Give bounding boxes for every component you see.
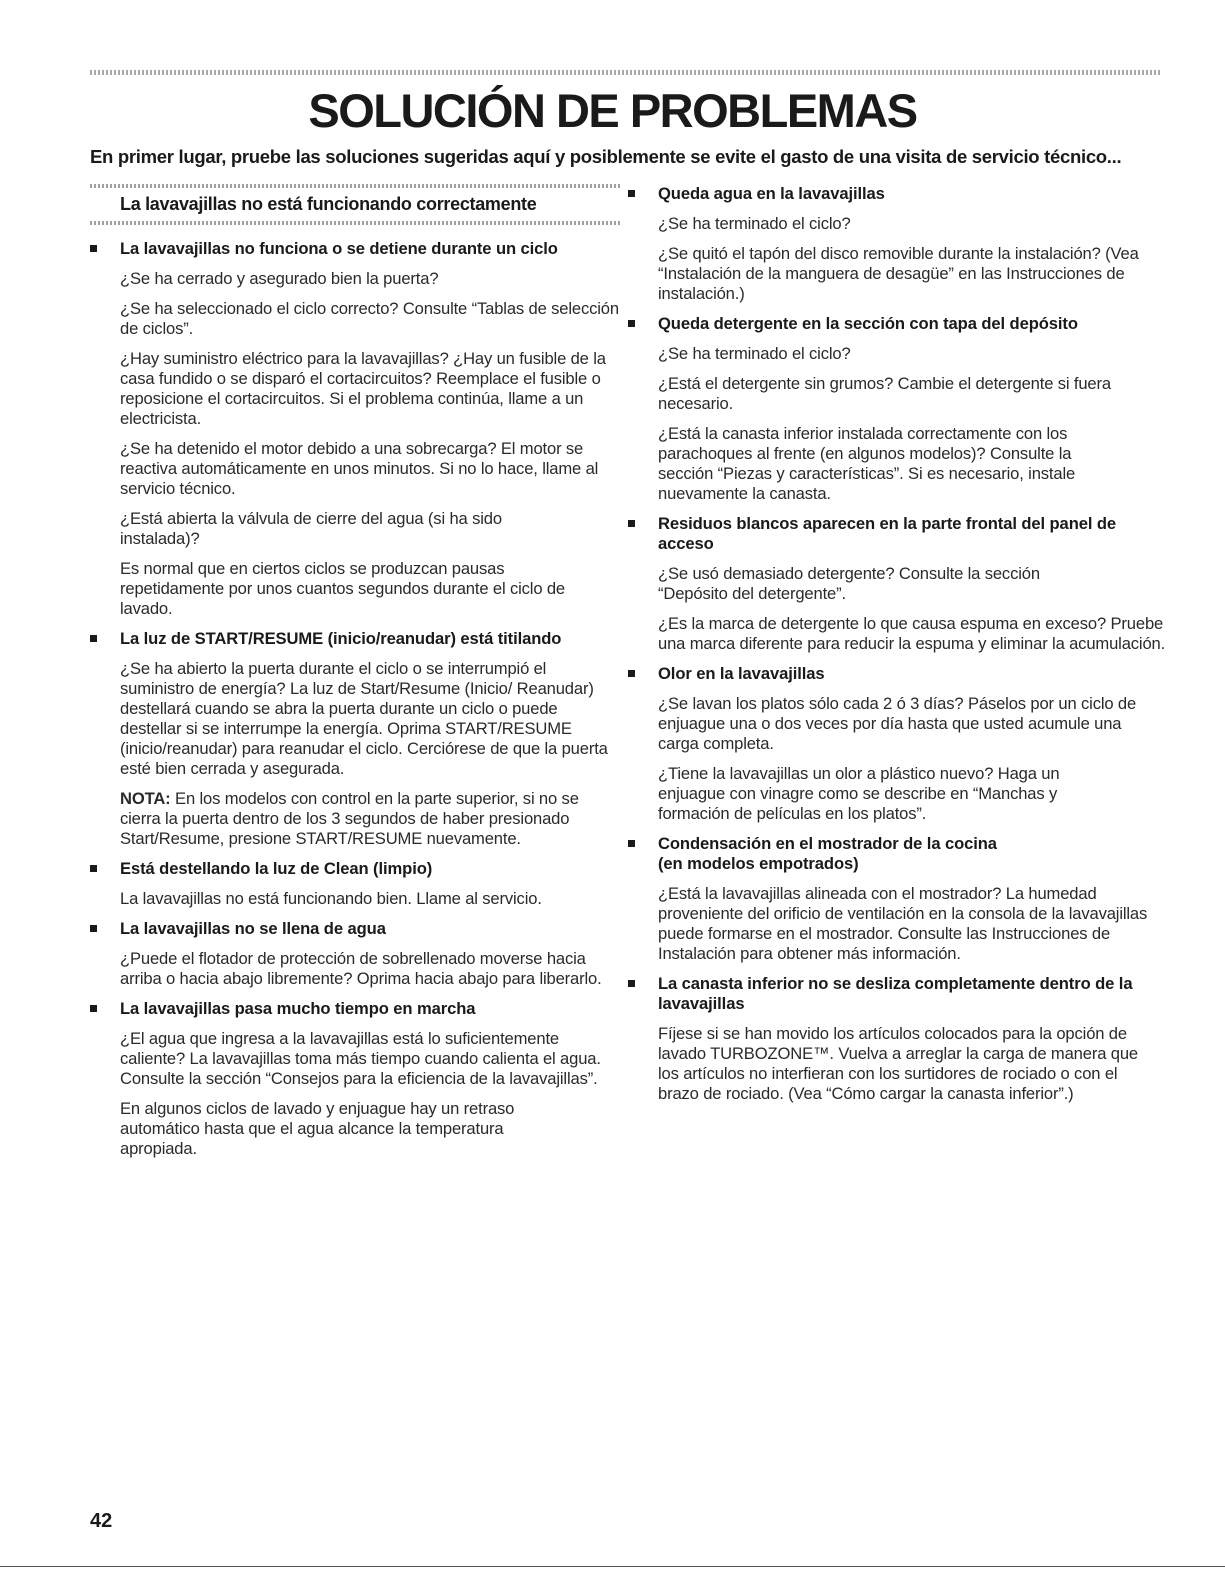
bullet-icon xyxy=(90,865,97,872)
bullet-icon xyxy=(628,520,635,527)
bullet-icon xyxy=(90,245,97,252)
issue-clean-light xyxy=(90,859,622,909)
issue-text: ¿Está abierta la válvula de cierre del agua (si ha sido instalada)? xyxy=(120,509,502,548)
bottom-rule xyxy=(0,1566,1225,1567)
issue-text: ¿Se ha terminado el ciclo? xyxy=(658,344,851,363)
issue-text: ¿Se ha terminado el ciclo? xyxy=(658,214,851,233)
issue-title: La lavavajillas no se llena de agua xyxy=(90,919,622,939)
issue-title: Queda detergente en la sección con tapa del depósito xyxy=(628,314,1168,334)
issue-text: ¿Se usó demasiado detergente? Consulte la sección “Depósito del detergente”. xyxy=(658,564,1040,603)
issue-title: La luz de START/RESUME (inicio/reanudar) está titilando xyxy=(90,629,622,649)
issue-title: Está destellando la luz de Clean (limpio) xyxy=(90,859,622,879)
bullet-icon xyxy=(90,925,97,932)
issue-detergent-left xyxy=(628,314,1168,504)
left-column xyxy=(90,184,622,1169)
issue-text: ¿Puede el flotador de protección de sobrellenado moverse hacia arriba o hacia abajo libremente? Oprima hacia abajo para liberarlo. xyxy=(120,949,602,988)
issue-text: ¿Se ha detenido el motor debido a una sobrecarga? El motor se reactiva automáticamente en unos minutos. Si no lo hace, llame al servicio técnico. xyxy=(120,439,599,498)
issue-text: ¿Se quitó el tapón del disco removible durante la instalación? (Vea “Instalación de la manguera de desagüe” en las Instrucciones de instalación.) xyxy=(658,244,1139,303)
issue-text: En algunos ciclos de lavado y enjuague hay un retraso automático hasta que el agua alcance la temperatura apropiada. xyxy=(120,1099,515,1158)
bullet-icon xyxy=(628,670,635,677)
issue-condensation xyxy=(628,834,1168,964)
issue-text: Fíjese si se han movido los artículos colocados para la opción de lavado TURBOZONE™. Vuelva a arreglar la carga de manera que los artículos no interfieran con los surtidores de rociado o con el brazo de rociado. (Vea “Cómo cargar la canasta inferior”.) xyxy=(658,1024,1138,1103)
issue-title: La lavavajillas pasa mucho tiempo en marcha xyxy=(90,999,622,1019)
issue-white-residue xyxy=(628,514,1168,654)
section-rule-bottom xyxy=(90,221,622,225)
page-number: 42 xyxy=(90,1510,113,1532)
issue-text: ¿Está el detergente sin grumos? Cambie el detergente si fuera necesario. xyxy=(658,374,1111,413)
page-subtitle: En primer lugar, pruebe las soluciones sugeridas aquí y posiblemente se evite el gasto de una visita de servicio técnico... xyxy=(90,146,1122,167)
issue-title: La lavavajillas no funciona o se detiene durante un ciclo xyxy=(90,239,560,259)
bullet-icon xyxy=(628,190,635,197)
section-title: La lavavajillas no está funcionando correctamente xyxy=(120,194,537,214)
bullet-icon xyxy=(628,320,635,327)
issue-title: Condensación en el mostrador de la cocina (en modelos empotrados) xyxy=(628,834,1168,874)
issue-title: Residuos blancos aparecen en la parte frontal del panel de acceso xyxy=(628,514,1168,554)
issue-start-resume xyxy=(90,629,622,849)
issue-long-run xyxy=(90,999,622,1159)
issue-title: Queda agua en la lavavajillas xyxy=(628,184,1168,204)
issue-water-left xyxy=(628,184,1168,304)
issue-text: ¿Se ha seleccionado el ciclo correcto? Consulte “Tablas de selección de ciclos”. xyxy=(120,299,619,338)
section-header xyxy=(90,184,622,225)
issue-text: ¿El agua que ingresa a la lavavajillas está lo suficientemente caliente? La lavavajillas toma más tiempo cuando calienta el agua. Consulte la sección “Consejos para la eficiencia de la lavavajillas”. xyxy=(120,1029,601,1088)
issue-no-funciona xyxy=(90,239,622,619)
bullet-icon xyxy=(90,1005,97,1012)
issue-text: ¿Se ha cerrado y asegurado bien la puerta? xyxy=(120,269,439,288)
note-text: En los modelos con control en la parte superior, si no se cierra la puerta dentro de los 3 segundos de haber presionado Start/Resume, presione START/RESUME nuevamente. xyxy=(120,789,579,848)
issue-text: ¿Está la lavavajillas alineada con el mostrador? La humedad proveniente del orificio de ventilación en la consola de la lavavajillas puede formarse en el mostrador. Consulte las Instrucciones de Instalación para obtener más información. xyxy=(658,884,1148,963)
issue-text: Es normal que en ciertos ciclos se produzcan pausas repetidamente por unos cuantos segundos durante el ciclo de lavado. xyxy=(120,559,566,618)
issue-odor xyxy=(628,664,1168,824)
issue-text: ¿Está la canasta inferior instalada correctamente con los parachoques al frente (en algunos modelos)? Consulte la sección “Piezas y características”. Si es necesario, instale nuevamente la canasta. xyxy=(658,424,1076,503)
bullet-icon xyxy=(628,980,635,987)
page-title: SOLUCIÓN DE PROBLEMAS xyxy=(308,84,917,137)
top-dotted-rule xyxy=(90,70,1160,75)
issue-text: ¿Es la marca de detergente lo que causa espuma en exceso? Pruebe una marca diferente para reducir la espuma y eliminar la acumulación. xyxy=(658,614,1166,653)
right-column xyxy=(628,184,1168,1114)
issue-text: ¿Hay suministro eléctrico para la lavavajillas? ¿Hay un fusible de la casa fundido o se disparó el cortacircuitos? Reemplace el fusible o reposicione el cortacircuitos. Si el problema continúa, llame a un electricista. xyxy=(120,349,606,428)
issue-title: La canasta inferior no se desliza completamente dentro de la lavavajillas xyxy=(628,974,1158,1014)
issue-text: ¿Se lavan los platos sólo cada 2 ó 3 días? Páselos por un ciclo de enjuague una o dos veces por día hasta que usted acumule una carga completa. xyxy=(658,694,1137,753)
issue-lower-rack xyxy=(628,974,1168,1104)
bullet-icon xyxy=(90,635,97,642)
issue-title: Olor en la lavavajillas xyxy=(628,664,1168,684)
issue-text: La lavavajillas no está funcionando bien. Llame al servicio. xyxy=(120,889,542,908)
issue-text: ¿Se ha abierto la puerta durante el ciclo o se interrumpió el suministro de energía? La luz de Start/Resume (Inicio/ Reanudar) destellará cuando se abra la puerta durante un ciclo o puede destellar si se interrumpe la energía. Oprima START/RESUME (inicio/reanudar) para reanudar el ciclo. Cerciórese de que la puerta esté bien cerrada y asegurada. xyxy=(120,659,608,778)
issue-text: ¿Tiene la lavavajillas un olor a plástico nuevo? Haga un enjuague con vinagre como se describe en “Manchas y formación de películas en los platos”. xyxy=(658,764,1060,823)
issue-no-fill xyxy=(90,919,622,989)
issue-note xyxy=(90,789,622,849)
bullet-icon xyxy=(628,840,635,847)
note-label: NOTA: xyxy=(120,789,171,808)
